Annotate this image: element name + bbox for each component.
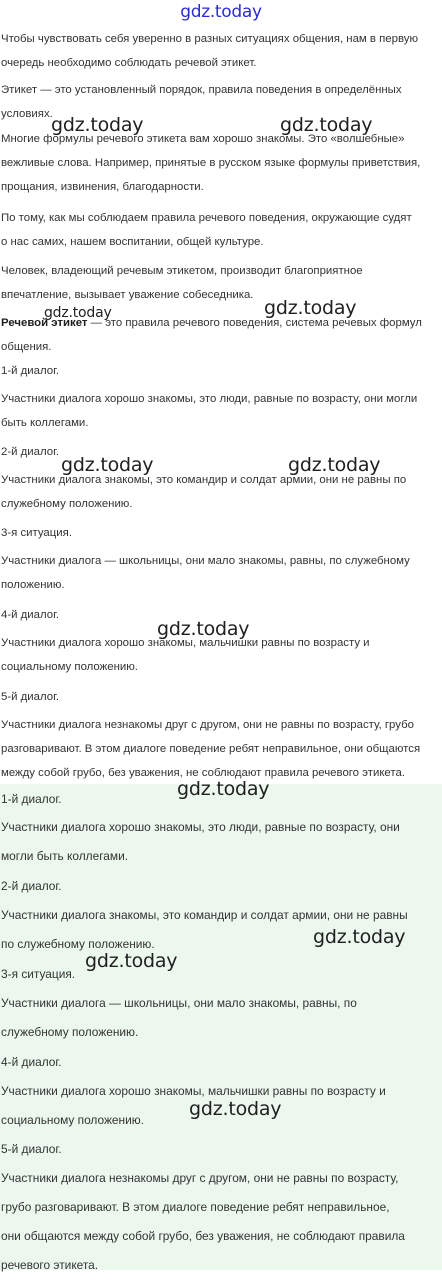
text-line: Участники диалога знакомы, это командир и солдат армии, они не равны по [1, 474, 407, 486]
dialog-description [1, 549, 439, 597]
site-logo[interactable]: gdz.today [180, 2, 262, 22]
text-line: о нас самих, нашем воспитании, общей культуре. [1, 236, 264, 248]
text-line: грубо разговаривают. В этом диалоге поведение ребят неправильное, [1, 1200, 390, 1214]
text-line: вежливые слова. Например, принятые в русском языке формулы приветствия, [1, 157, 421, 169]
text-line: Этикет — это установленный порядок, правила поведения в определённых [1, 84, 402, 96]
text-line: По тому, как мы соблюдаем правила речевого поведения, окружающие судят [1, 212, 412, 224]
text-line: Участники диалога незнакомы друг с другом, они не равны по возрасту, [1, 1171, 399, 1185]
text-line: впечатление, вызывает уважение собеседника. [1, 289, 254, 301]
text-line: могли быть коллегами. [1, 849, 129, 863]
text-line: служебному положению. [1, 1025, 139, 1039]
text-line: служебному положению. [1, 498, 133, 510]
dialog-heading: 3-я ситуация. [1, 527, 72, 539]
text-line: Участники диалога незнакомы друг с другом, они не равны по возрасту, грубо [1, 719, 414, 731]
text-line: быть коллегами. [1, 417, 89, 429]
text-line: Участники диалога знакомы, это командир и солдат армии, они не равны [1, 908, 408, 922]
dialog-description [1, 713, 439, 785]
text-line: Человек, владеющий речевым этикетом, производит благоприятное [1, 265, 363, 277]
definition-text: — это правила речевого поведения, система речевых формул [87, 317, 422, 329]
dialog-heading: 1-й диалог. [1, 365, 60, 377]
text-line: прощания, извинения, благодарности. [1, 181, 204, 193]
dialog-description [1, 989, 439, 1047]
dialog-heading: 2-й диалог. [1, 879, 62, 893]
text-line: между собой грубо, без уважения, не соблюдают правила речевого этикета. [1, 767, 405, 779]
dialog-description [1, 1164, 439, 1280]
text-line: социальному положению. [1, 661, 138, 673]
theory-paragraph-3 [1, 127, 439, 199]
theory-paragraph-5 [1, 259, 439, 307]
dialog-heading: 5-й диалог. [1, 1142, 62, 1156]
dialog-description [1, 387, 439, 435]
text-line: Участники диалога — школьницы, они мало знакомы, равны, по служебному [1, 555, 410, 567]
watermark: gdz.today [189, 1098, 282, 1120]
text-line: общения. [1, 341, 52, 353]
watermark: gdz.today [85, 950, 178, 972]
text-line: социальному положению. [1, 1113, 144, 1127]
text-line: очередь необходимо соблюдать речевой этикет. [1, 57, 257, 69]
dialog-heading: 4-й диалог. [1, 1055, 62, 1069]
text-line: они общаются между собой грубо, без уважения, не соблюдают правила [1, 1229, 405, 1243]
watermark: gdz.today [288, 454, 381, 476]
dialog-heading: 1-й диалог. [1, 792, 62, 806]
watermark: gdz.today [280, 114, 373, 136]
watermark: gdz.today [44, 305, 112, 321]
term-bold: Речевой этикет [1, 317, 88, 329]
dialog-description [1, 813, 439, 871]
text-line: речевого этикета. [1, 1258, 99, 1272]
watermark: gdz.today [61, 454, 154, 476]
text-line: разговаривают. В этом диалоге поведение ребят неправильное, они общаются [1, 743, 421, 755]
text-line: по служебному положению. [1, 937, 155, 951]
theory-paragraph-4 [1, 206, 439, 254]
dialog-heading: 4-й диалог. [1, 609, 60, 621]
watermark: gdz.today [264, 297, 357, 319]
text-line: условиях. [1, 108, 53, 120]
text-line: Чтобы чувствовать себя уверенно в разных ситуациях общения, нам в первую [1, 33, 418, 45]
text-line: Участники диалога хорошо знакомы, мальчишки равны по возрасту и [1, 637, 370, 649]
theory-paragraph-1 [1, 27, 439, 75]
dialog-heading: 3-я ситуация. [1, 967, 76, 981]
watermark: gdz.today [51, 114, 144, 136]
text-line: Участники диалога хорошо знакомы, это люди, равные по возрасту, они могли [1, 393, 418, 405]
dialog-heading: 5-й диалог. [1, 691, 60, 703]
text-line: Участники диалога — школьницы, они мало знакомы, равны, по [1, 996, 357, 1010]
text-line: Участники диалога хорошо знакомы, мальчишки равны по возрасту и [1, 1084, 386, 1098]
watermark: gdz.today [157, 618, 250, 640]
text-line: Участники диалога хорошо знакомы, это люди, равные по возрасту, они [1, 820, 400, 834]
watermark: gdz.today [177, 778, 270, 800]
dialog-heading: 2-й диалог. [1, 446, 60, 458]
text-line: Многие формулы речевого этикета вам хорошо знакомы. Это «волшебные» [1, 133, 405, 145]
text-line: положению. [1, 579, 65, 591]
watermark: gdz.today [313, 926, 406, 948]
